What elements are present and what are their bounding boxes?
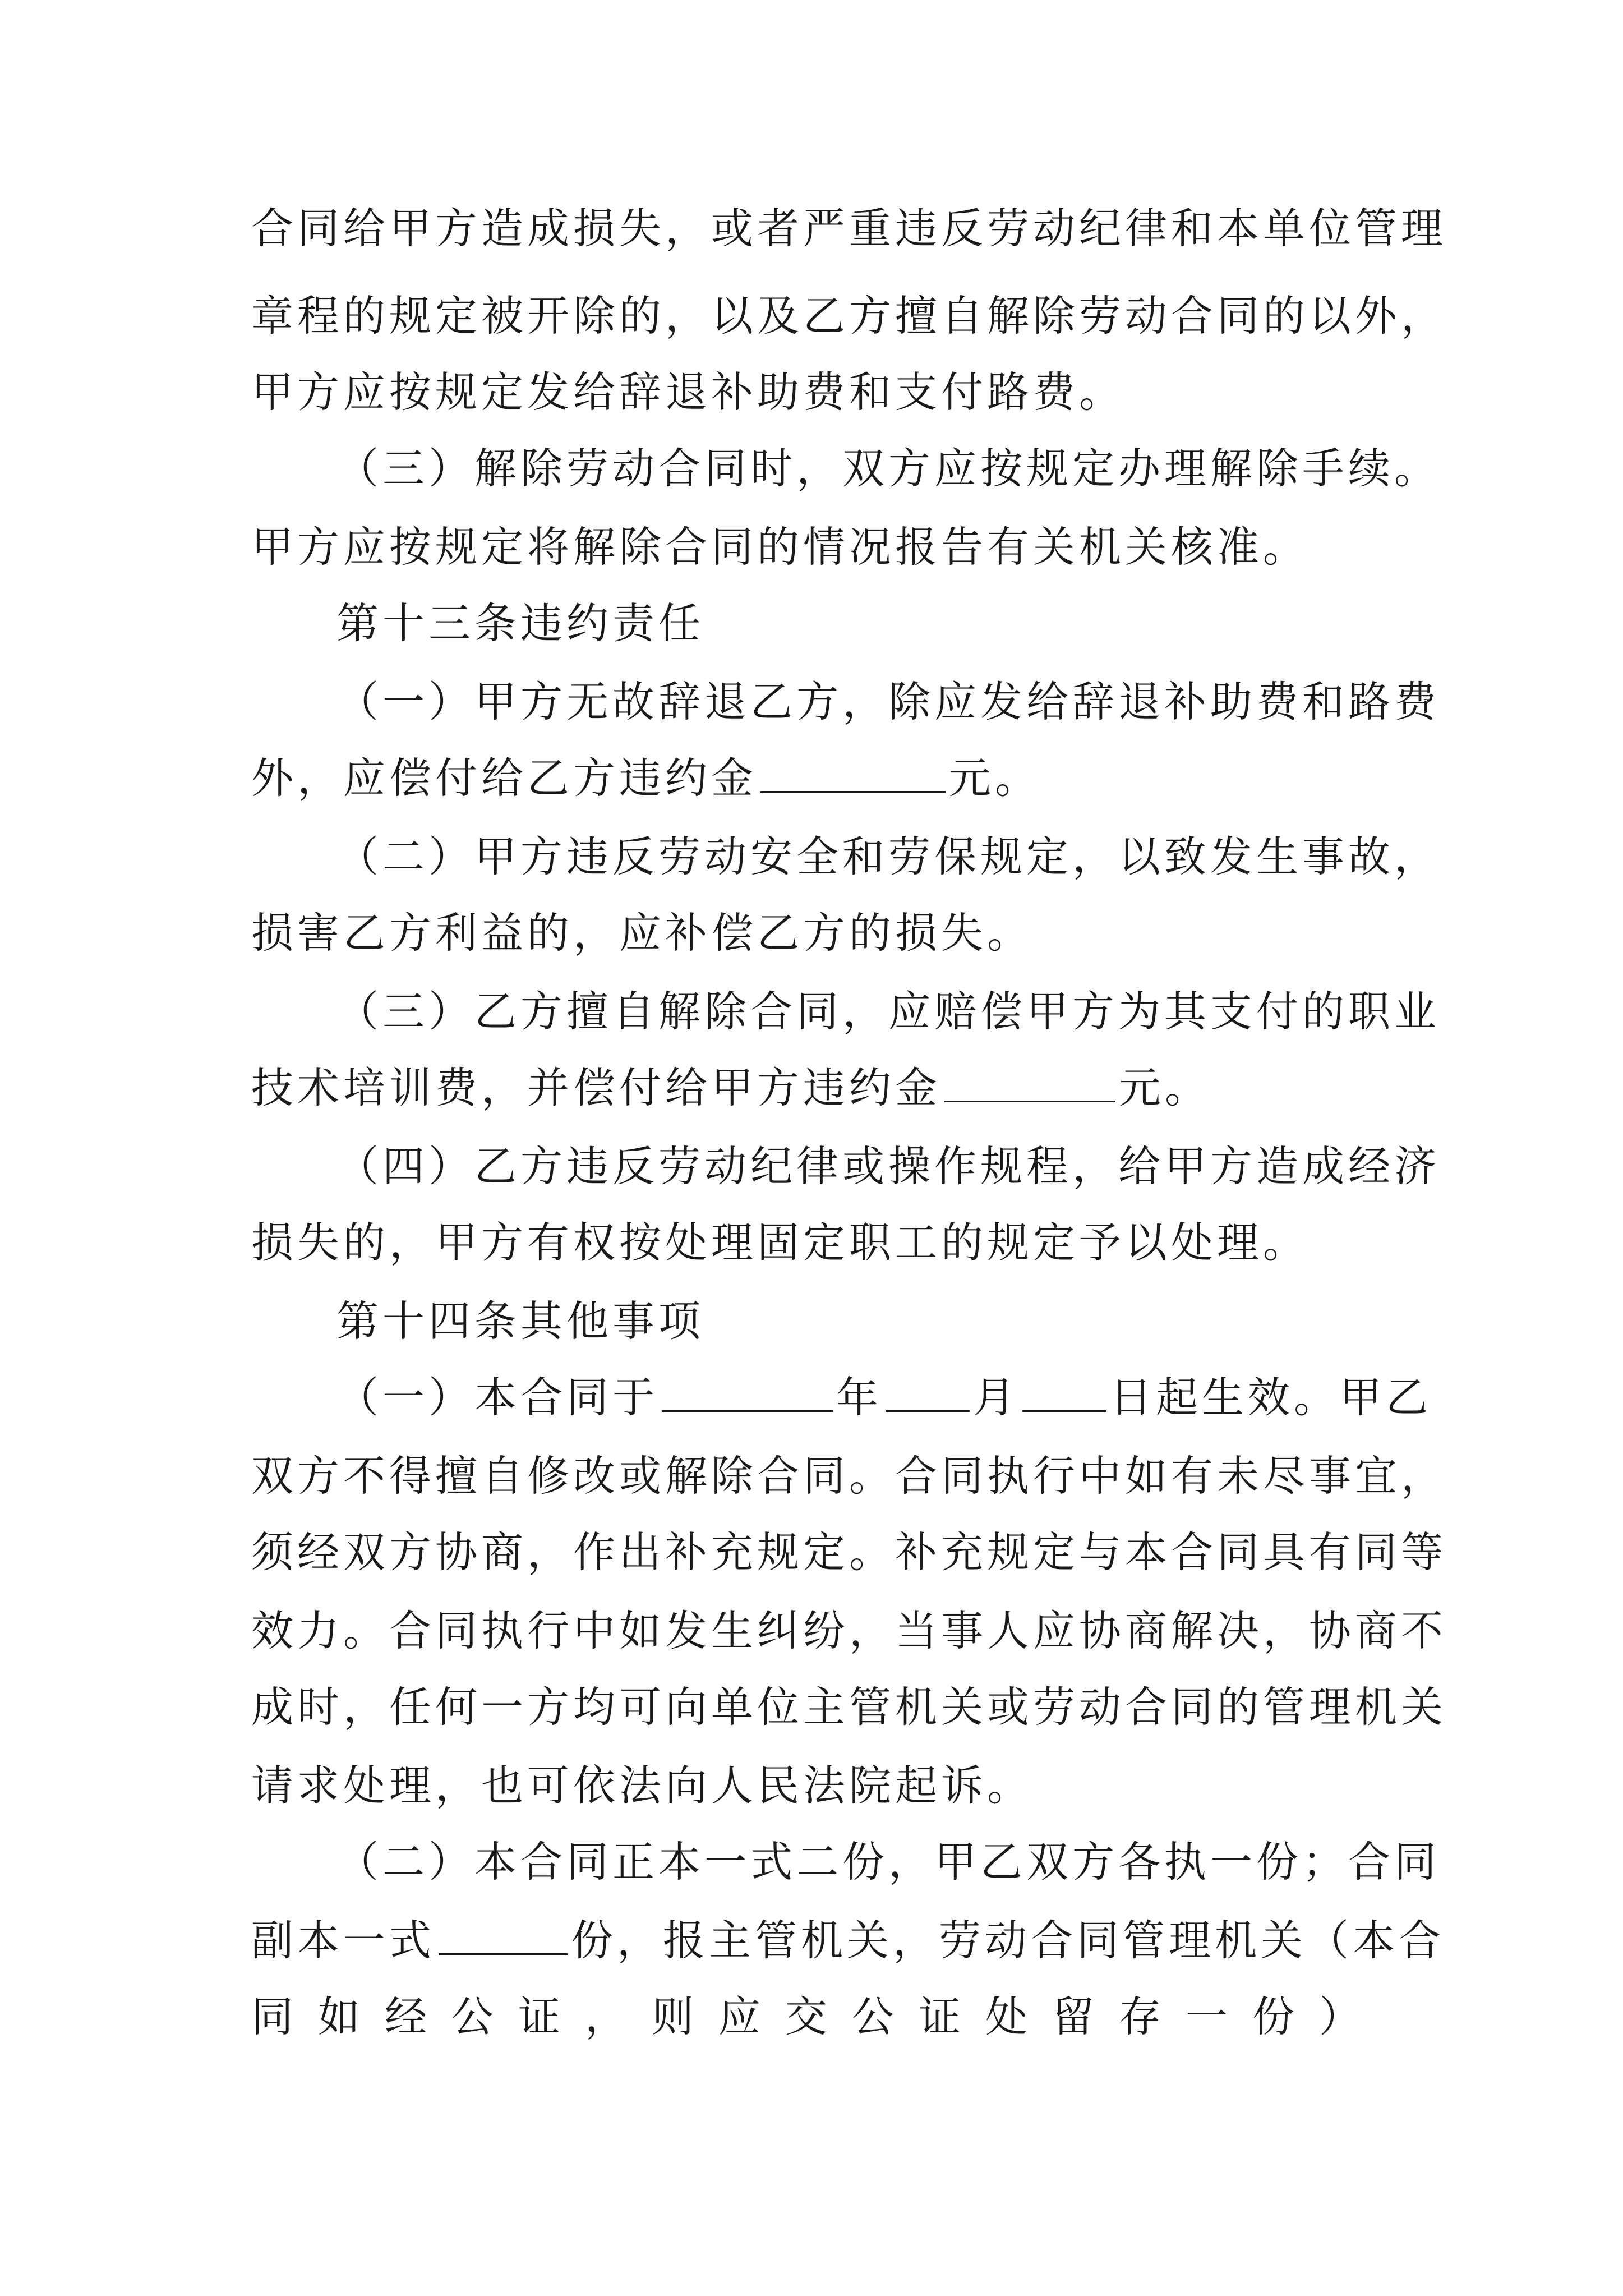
month-blank[interactable] — [886, 1377, 970, 1412]
text-line: （三）解除劳动合同时，双方应按规定办理解除手续。 — [336, 444, 1441, 493]
copies-count-blank[interactable] — [439, 1920, 568, 1955]
penalty-amount-blank[interactable] — [760, 757, 946, 793]
text-fragment: 份，报主管机关，劳动合同管理机关（本合 — [571, 1916, 1445, 1965]
text-line: （二）本合同正本一式二份，甲乙双方各执一份；合同 — [336, 1837, 1441, 1887]
year-blank[interactable] — [662, 1377, 833, 1412]
text-line: 甲方应按规定将解除合同的情况报告有关机关核准。 — [251, 522, 1310, 572]
text-line: 请求处理，也可依法向人民法院起诉。 — [251, 1761, 1034, 1810]
article-14-heading: 第十四条其他事项 — [336, 1296, 705, 1346]
text-line: 章程的规定被开除的，以及乙方擅自解除劳动合同的以外， — [251, 291, 1447, 341]
article-13-heading: 第十三条违约责任 — [336, 599, 705, 648]
text-line — [251, 753, 1041, 803]
text-line — [251, 1915, 1445, 1966]
text-fragment: 年 — [836, 1373, 883, 1422]
day-blank[interactable] — [1022, 1377, 1106, 1412]
text-line: （三）乙方擅自解除合同，应赔偿甲方为其支付的职业 — [336, 987, 1441, 1036]
penalty-amount-blank[interactable] — [944, 1067, 1115, 1102]
text-fragment: 月 — [973, 1373, 1020, 1422]
text-line: 成时，任何一方均可向单位主管机关或劳动合同的管理机关 — [251, 1682, 1447, 1732]
text-line: （二）甲方违反劳动安全和劳保规定，以致发生事故， — [336, 832, 1441, 881]
text-line: 效力。合同执行中如发生纠纷，当事人应协商解决，协商不 — [251, 1606, 1447, 1655]
text-line: 损害乙方利益的，应补偿乙方的损失。 — [251, 908, 1034, 958]
text-line — [251, 1062, 1211, 1113]
text-line: （四）乙方违反劳动纪律或操作规程，给甲方造成经济 — [336, 1142, 1441, 1191]
text-fragment: 元。 — [949, 753, 1041, 803]
text-line: （一）甲方无故辞退乙方，除应发给辞退补助费和路费 — [336, 677, 1441, 726]
text-fragment: 技术培训费，并偿付给甲方违约金 — [251, 1063, 942, 1112]
text-fragment: 副本一式 — [251, 1916, 436, 1965]
text-line: 须经双方协商，作出补充规定。补充规定与本合同具有同等 — [251, 1527, 1447, 1577]
text-line: 同如经公证，则应交公证处留存一份） — [251, 1992, 1386, 2041]
text-fragment: 外，应偿付给乙方违约金 — [251, 753, 758, 803]
text-line: 双方不得擅自修改或解除合同。合同执行中如有未尽事宜， — [251, 1451, 1447, 1501]
text-line: 合同给甲方造成损失，或者严重违反劳动纪律和本单位管理 — [251, 204, 1447, 253]
text-line — [336, 1372, 1432, 1423]
text-fragment: 日起生效。甲乙 — [1110, 1373, 1432, 1422]
text-line: 甲方应按规定发给辞退补助费和支付路费。 — [251, 367, 1126, 417]
text-line: 损失的，甲方有权按处理固定职工的规定予以处理。 — [251, 1218, 1310, 1267]
text-fragment: 元。 — [1119, 1063, 1211, 1112]
text-fragment: （一）本合同于 — [336, 1373, 659, 1422]
